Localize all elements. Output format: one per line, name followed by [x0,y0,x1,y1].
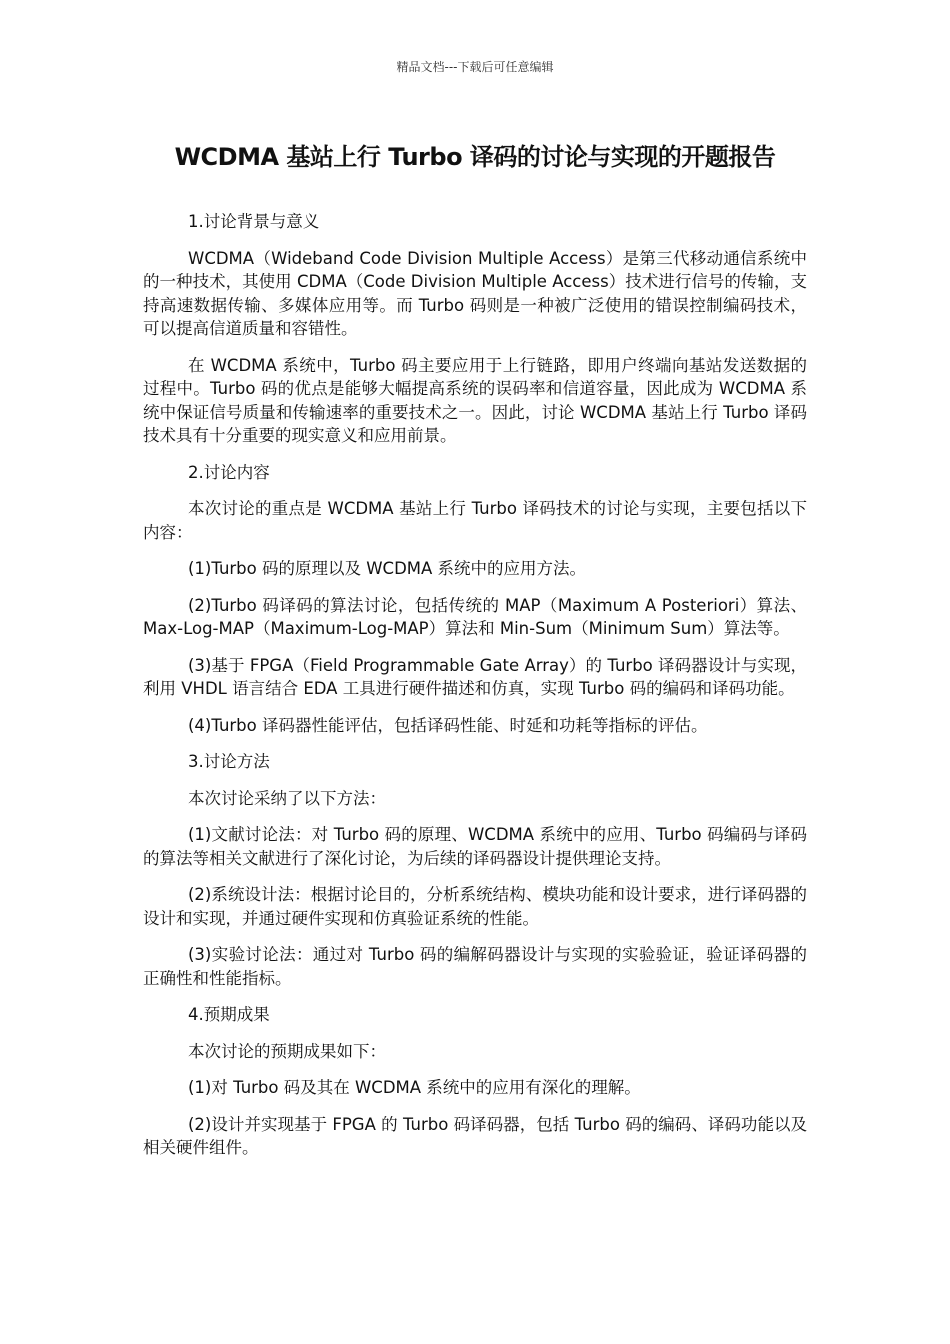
list-item-method-2: (2)系统设计法：根据讨论目的，分析系统结构、模块功能和设计要求，进行译码器的设计和实现，并通过硬件实现和仿真验证系统的性能。 [143,885,807,928]
paragraph-turbo-uplink: 在 WCDMA 系统中，Turbo 码主要应用于上行链路，即用户终端向基站发送数据的过程中。Turbo 码的优点是能够大幅提高系统的误码率和信道容量，因此成为 WCDMA 系统中保证信号质量和传输速率的重要技术之一。因此，讨论 WCDMA 基站上行 Turbo 译码技术具有十分重要的现实意义和应用前景。 [143,355,807,445]
list-item-method-1: (1)文献讨论法：对 Turbo 码的原理、WCDMA 系统中的应用、Turbo 码编码与译码的算法等相关文献进行了深化讨论，为后续的译码器设计提供理论支持。 [143,825,807,868]
document-title: WCDMA 基站上行 Turbo 译码的讨论与实现的开题报告 [174,143,776,171]
list-item-content-4: (4)Turbo 译码器性能评估，包括译码性能、时延和功耗等指标的评估。 [188,715,708,735]
section-heading-methods: 3.讨论方法 [188,752,270,771]
list-item-outcome-1: (1)对 Turbo 码及其在 WCDMA 系统中的应用有深化的理解。 [188,1078,641,1097]
section-heading-content: 2.讨论内容 [188,462,270,482]
list-item-content-2: (2)Turbo 码译码的算法讨论，包括传统的 MAP（Maximum A Posteriori）算法、Max-Log-MAP（Maximum-Log-MAP）算法和 Min-Sum（Minimum Sum）算法等。 [143,595,807,638]
paragraph-methods-intro: 本次讨论采纳了以下方法： [188,788,386,808]
section-heading-background: 1.讨论背景与意义 [188,212,320,231]
list-item-outcome-2: (2)设计并实现基于 FPGA 的 Turbo 码译码器，包括 Turbo 码的编码、译码功能以及相关硬件组件。 [143,1114,807,1157]
list-item-content-3: (3)基于 FPGA（Field Programmable Gate Array）的 Turbo 译码器设计与实现，利用 VHDL 语言结合 EDA 工具进行硬件描述和仿真，实现 Turbo 码的编码和译码功能。 [143,655,807,698]
document-body [143,210,807,1173]
paragraph-wcdma-intro: WCDMA（Wideband Code Division Multiple Access）是第三代移动通信系统中的一种技术，其使用 CDMA（Code Division Multiple Access）技术进行信号的传输，支持高速数据传输、多媒体应用等。而 Turbo 码则是一种被广泛使用的错误控制编码技术，可以提高信道质量和容错性。 [143,248,807,338]
section-heading-outcomes: 4.预期成果 [188,1005,270,1024]
paragraph-content-intro: 本次讨论的重点是 WCDMA 基站上行 Turbo 译码技术的讨论与实现，主要包括以下内容： [143,499,807,542]
list-item-content-1: (1)Turbo 码的原理以及 WCDMA 系统中的应用方法。 [188,559,587,578]
page-header-note: 精品文档---下载后可任意编辑 [396,60,554,74]
paragraph-outcomes-intro: 本次讨论的预期成果如下： [188,1041,386,1061]
list-item-method-3: (3)实验讨论法：通过对 Turbo 码的编解码器设计与实现的实验验证，验证译码器的正确性和性能指标。 [143,945,807,988]
